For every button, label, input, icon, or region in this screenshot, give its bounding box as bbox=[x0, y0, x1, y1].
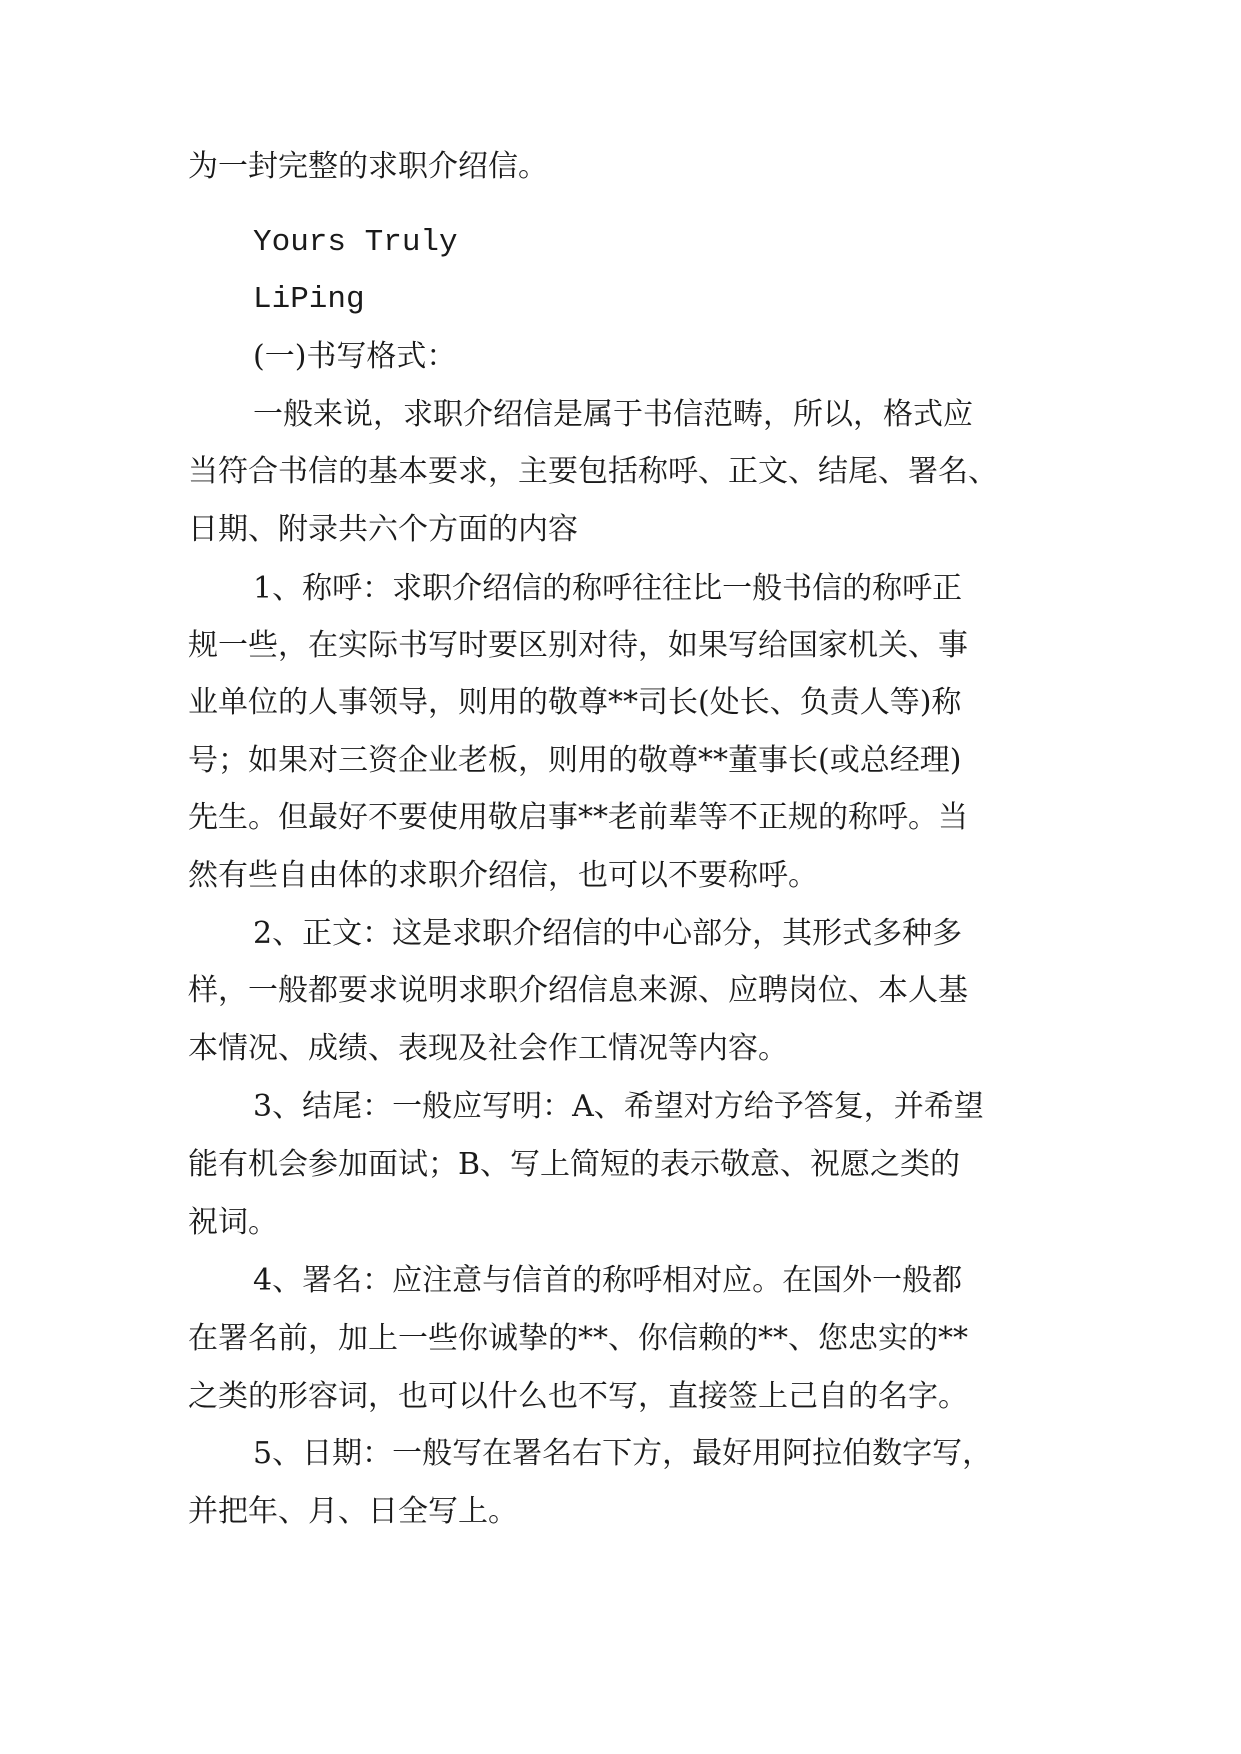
closing-salutation: Yours Truly bbox=[253, 225, 458, 260]
text-line: 5、日期：一般写在署名右下方，最好用阿拉伯数字写， bbox=[253, 1436, 993, 1471]
text-line: 先生。但最好不要使用敬启事**老前辈等不正规的称呼。当 bbox=[188, 800, 968, 835]
text-line: 能有机会参加面试；B、写上简短的表示敬意、祝愿之类的 bbox=[188, 1147, 961, 1182]
text-line: 本情况、成绩、表现及社会作工情况等内容。 bbox=[188, 1031, 788, 1066]
text-line: 之类的形容词，也可以什么也不写，直接签上己自的名字。 bbox=[188, 1379, 968, 1414]
text-line: 规一些，在实际书写时要区别对待，如果写给国家机关、事 bbox=[188, 628, 968, 663]
text-line: 日期、附录共六个方面的内容 bbox=[188, 512, 578, 547]
text-line: 为一封完整的求职介绍信。 bbox=[188, 149, 548, 184]
text-line: 并把年、月、日全写上。 bbox=[188, 1494, 518, 1529]
text-line: 当符合书信的基本要求，主要包括称呼、正文、结尾、署名、 bbox=[188, 454, 998, 489]
text-line: 1、称呼：求职介绍信的称呼往往比一般书信的称呼正 bbox=[253, 571, 963, 606]
text-line: 在署名前，加上一些你诚挚的**、你信赖的**、您忠实的** bbox=[188, 1321, 968, 1356]
text-line: 业单位的人事领导，则用的敬尊**司长(处长、负责人等)称 bbox=[188, 685, 962, 720]
text-line: 4、署名：应注意与信首的称呼相对应。在国外一般都 bbox=[253, 1263, 963, 1298]
text-line: 然有些自由体的求职介绍信，也可以不要称呼。 bbox=[188, 858, 818, 893]
text-line: 一般来说，求职介绍信是属于书信范畴，所以，格式应 bbox=[253, 397, 973, 432]
text-line: 样，一般都要求说明求职介绍信息来源、应聘岗位、本人基 bbox=[188, 973, 968, 1008]
text-line: 祝词。 bbox=[188, 1205, 278, 1240]
text-line: 3、结尾：一般应写明：A、希望对方给予答复，并希望 bbox=[253, 1089, 984, 1124]
signature-name: LiPing bbox=[253, 282, 365, 317]
section-heading: (一)书写格式： bbox=[253, 339, 457, 374]
text-line: 2、正文：这是求职介绍信的中心部分，其形式多种多 bbox=[253, 916, 963, 951]
text-line: 号；如果对三资企业老板，则用的敬尊**董事长(或总经理) bbox=[188, 743, 962, 778]
